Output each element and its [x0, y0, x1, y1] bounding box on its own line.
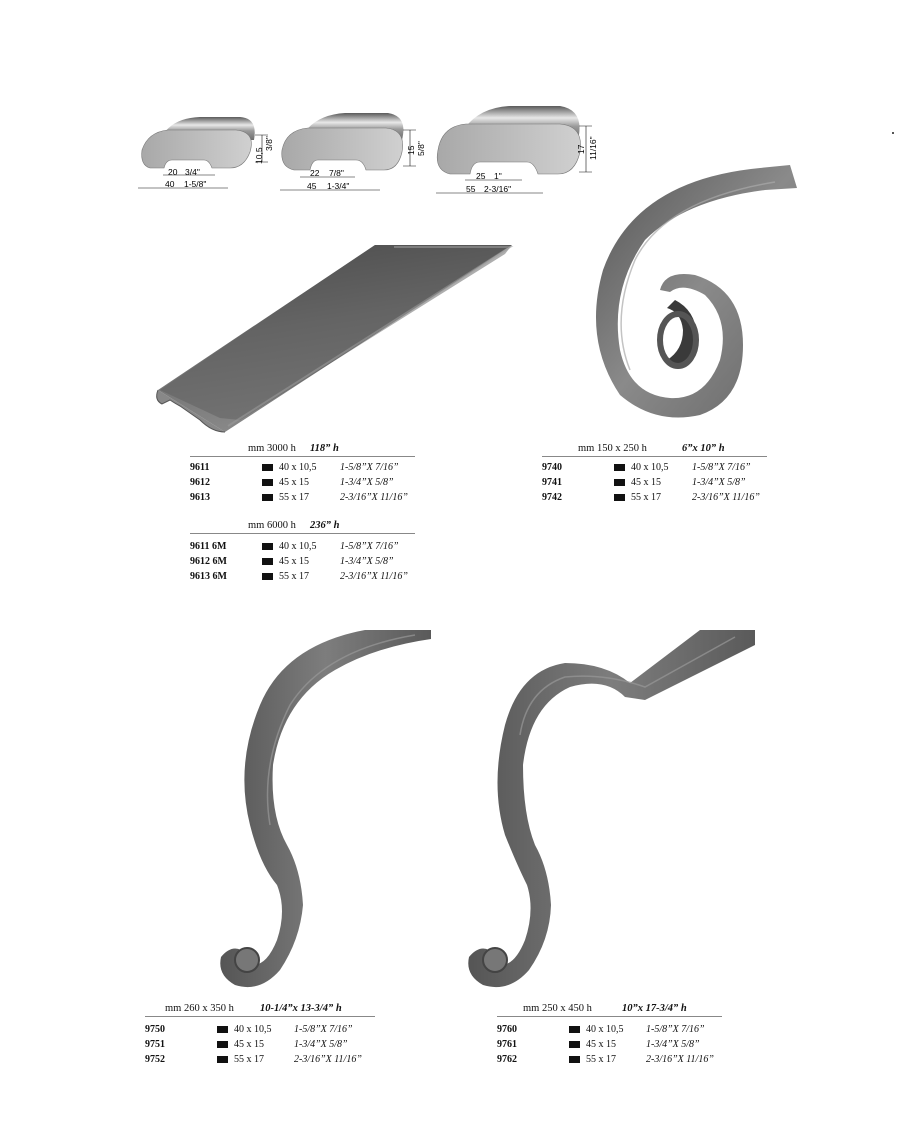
- profile-9612: [280, 113, 426, 191]
- table-head-mm: mm 250 x 450 h: [523, 1003, 592, 1014]
- profile-2-inner: 22: [310, 168, 320, 178]
- table-row: 9613 6M 55 x 17 2-3/16”X 11/16”: [190, 571, 408, 582]
- table-row: 9613 55 x 17 2-3/16”X 11/16”: [190, 492, 408, 503]
- table-head-inch: 10-1/4”x 13-3/4” h: [260, 1003, 342, 1014]
- profile-2-outer: 45: [307, 181, 317, 191]
- profile-3-outer-in: 2-3/16": [484, 184, 512, 194]
- table-head-inch: 10”x 17-3/4” h: [622, 1003, 687, 1014]
- spec-table-scroll-260: [145, 1000, 375, 1067]
- table-row: 9612 45 x 15 1-3/4”X 5/8”: [190, 477, 394, 488]
- profile-3-inner: 25: [476, 171, 486, 181]
- profile-1-inner-in: 3/4": [185, 167, 200, 177]
- table-row: 9742 55 x 17 2-3/16”X 11/16”: [542, 492, 760, 503]
- table-row: 9752 55 x 17 2-3/16”X 11/16”: [145, 1054, 362, 1065]
- profile-1-outer: 40: [165, 179, 175, 189]
- spec-table-scroll-250: [497, 1000, 722, 1067]
- table-head-inch: 236” h: [310, 520, 340, 531]
- straight-bar-image: [150, 240, 520, 440]
- profile-1-height-in: 3/8": [264, 136, 274, 151]
- profile-3-inner-in: 1": [494, 171, 502, 181]
- spec-table-bar-3000: [190, 440, 415, 505]
- table-row: 9612 6M 45 x 15 1-3/4”X 5/8”: [190, 556, 394, 567]
- profile-2-height: 15: [406, 145, 416, 155]
- table-head-mm: mm 6000 h: [248, 520, 296, 531]
- profile-3-height-in: 11/16": [588, 136, 598, 160]
- profile-3-height: 17: [576, 144, 586, 154]
- profile-2-height-in: 5/8": [416, 141, 426, 156]
- profile-2-inner-in: 7/8": [329, 168, 344, 178]
- profile-1-height: 10,5: [254, 147, 264, 164]
- table-row: 9751 45 x 15 1-3/4”X 5/8”: [145, 1039, 348, 1050]
- spec-table-bar-6000: [190, 517, 415, 584]
- table-row: 9760 40 x 10,5 1-5/8”X 7/16”: [497, 1024, 705, 1035]
- scroll-9760-image: [465, 625, 760, 995]
- profile-2-outer-in: 1-3/4": [327, 181, 350, 191]
- table-row: 9761 45 x 15 1-3/4”X 5/8”: [497, 1039, 700, 1050]
- spec-table-scroll-150: [542, 440, 767, 505]
- table-row: 9611 40 x 10,5 1-5/8”X 7/16”: [190, 462, 399, 473]
- table-head-inch: 6”x 10” h: [682, 443, 725, 454]
- page-mark: [892, 132, 894, 134]
- profile-3-outer: 55: [466, 184, 476, 194]
- profile-1-inner: 20: [168, 167, 178, 177]
- table-head-inch: 118” h: [310, 443, 339, 454]
- table-head-mm: mm 3000 h: [248, 443, 296, 454]
- table-row: 9762 55 x 17 2-3/16”X 11/16”: [497, 1054, 714, 1065]
- scroll-9740-image: [575, 160, 800, 430]
- profile-9611: [138, 117, 274, 189]
- table-row: 9611 6M 40 x 10,5 1-5/8”X 7/16”: [190, 541, 399, 552]
- table-head-mm: mm 260 x 350 h: [165, 1003, 234, 1014]
- profile-1-outer-in: 1-5/8": [184, 179, 207, 189]
- table-row: 9741 45 x 15 1-3/4”X 5/8”: [542, 477, 746, 488]
- scroll-9750-image: [215, 625, 440, 995]
- profile-9613: [436, 106, 598, 194]
- table-head-mm: mm 150 x 250 h: [578, 443, 647, 454]
- table-row: 9750 40 x 10,5 1-5/8”X 7/16”: [145, 1024, 353, 1035]
- table-row: 9740 40 x 10,5 1-5/8”X 7/16”: [542, 462, 751, 473]
